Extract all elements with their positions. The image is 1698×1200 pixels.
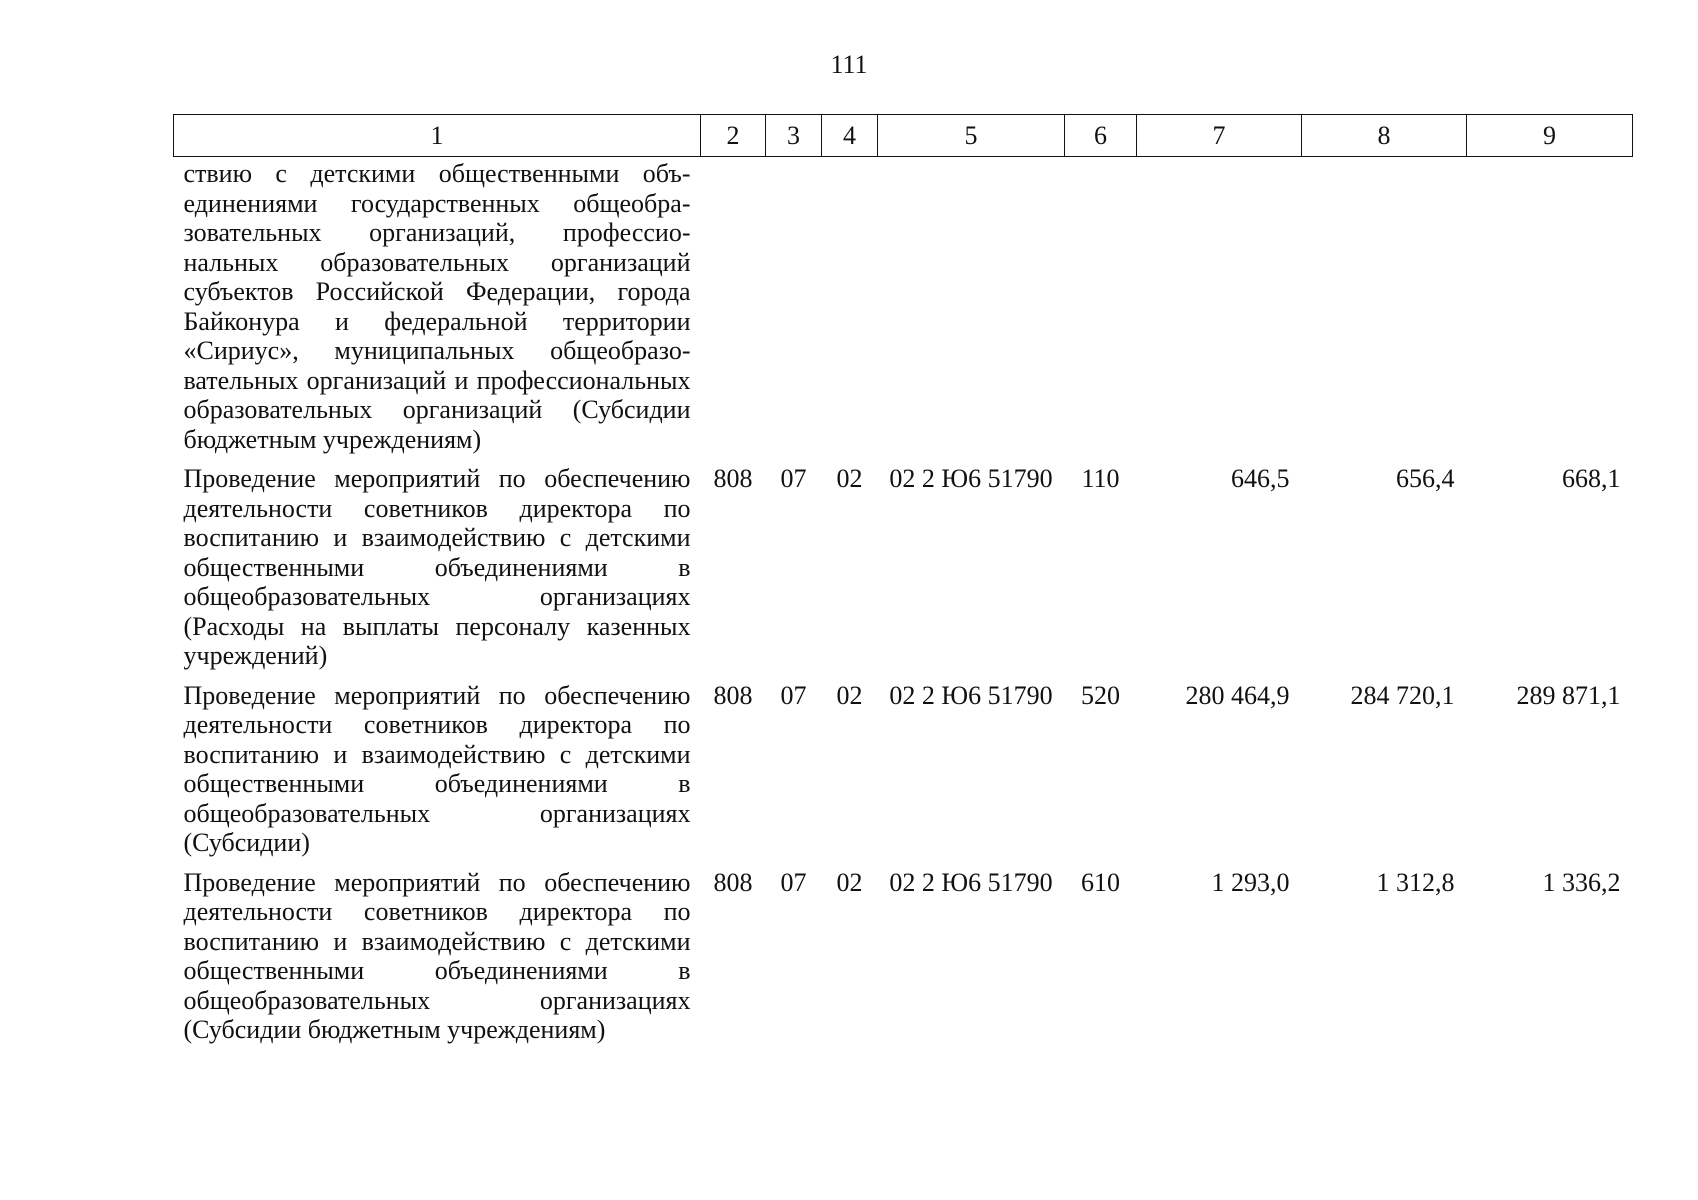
row-amount-col-8 [1302, 157, 1467, 465]
row-ministry-code: 808 [713, 867, 753, 897]
row-expense-type: 110 [1081, 464, 1120, 493]
row-amount-col-7 [1137, 157, 1302, 465]
row-name-cell: Проведение мероприятий по обеспечению деятельности советников директора по воспитанию и взаимодействию с детскими общественными объединениями в общеобразовательных организациях (Субсидии бюджетным учреждениям) [183, 867, 691, 1044]
row-target-code: 02 2 Ю6 51790 [889, 867, 1053, 897]
row-ministry-code: 808 [713, 680, 753, 710]
row-amount-col-9: 289 871,1 [1516, 680, 1621, 710]
row-amount-col-9: 1 336,2 [1542, 867, 1621, 897]
row-subsection-code: 02 [836, 464, 863, 493]
row-amount-col-7: 646,5 [1231, 464, 1290, 493]
row-section-code: 07 [780, 680, 807, 710]
header-col-1: 1 [174, 115, 701, 157]
page-number: 111 [830, 50, 868, 79]
row-section-code: 07 [780, 867, 807, 897]
header-col-9: 9 [1467, 115, 1633, 157]
table-body [174, 157, 1633, 1055]
row-amount-col-8: 284 720,1 [1350, 680, 1455, 710]
row-expense-type: 520 [1081, 680, 1120, 710]
header-row [174, 115, 1633, 157]
row-amount-col-8: 1 312,8 [1376, 867, 1455, 897]
row-subsection-code: 02 [836, 867, 863, 897]
row-amount-col-9 [1467, 157, 1633, 465]
row-ministry-code: 808 [713, 464, 753, 493]
budget-table [173, 114, 1633, 1055]
row-section-code: 07 [780, 464, 807, 493]
row-amount-col-7: 280 464,9 [1185, 680, 1290, 710]
row-subsection-code [822, 157, 878, 465]
table-row [174, 868, 1633, 1055]
row-name-cell: ствию с детскими общественными объединениями государственных общеобразовательных организаций, профессиональных образовательных организаций субъектов Российской Федерации, города Байконура и федеральной территории «Сириус», муниципальных общеобразовательных организаций и профессиональных образовательных организаций (Субсидии бюджетным учреждениям) [183, 159, 691, 454]
row-amount-col-9: 668,1 [1562, 464, 1621, 493]
row-amount-col-8: 656,4 [1396, 464, 1455, 493]
header-col-3: 3 [766, 115, 822, 157]
row-expense-type [1065, 157, 1137, 465]
table-header [174, 115, 1633, 157]
header-col-7: 7 [1137, 115, 1302, 157]
header-col-4: 4 [822, 115, 878, 157]
row-amount-col-7: 1 293,0 [1211, 867, 1290, 897]
header-col-2: 2 [701, 115, 766, 157]
header-col-5: 5 [878, 115, 1065, 157]
table-row [174, 464, 1633, 681]
row-section-code [766, 157, 822, 465]
row-ministry-code [701, 157, 766, 465]
row-target-code: 02 2 Ю6 51790 [889, 680, 1053, 710]
row-name-cell: Проведение мероприятий по обеспечению деятельности советников директора по воспитанию и взаимодействию с детскими общественными объединениями в общеобразовательных организациях (Субсидии) [183, 680, 691, 857]
table-row [174, 681, 1633, 868]
row-subsection-code: 02 [836, 680, 863, 710]
row-expense-type: 610 [1081, 867, 1120, 897]
header-col-8: 8 [1302, 115, 1467, 157]
row-target-code: 02 2 Ю6 51790 [889, 464, 1053, 493]
table-row [174, 157, 1633, 465]
row-target-code [878, 157, 1065, 465]
header-col-6: 6 [1065, 115, 1137, 157]
row-name-cell: Проведение мероприятий по обеспечению деятельности советников директора по воспитанию и взаимодействию с детскими общественными объединениями в общеобразовательных организациях (Расходы на выплаты персоналу казенных учреждений) [183, 464, 691, 670]
